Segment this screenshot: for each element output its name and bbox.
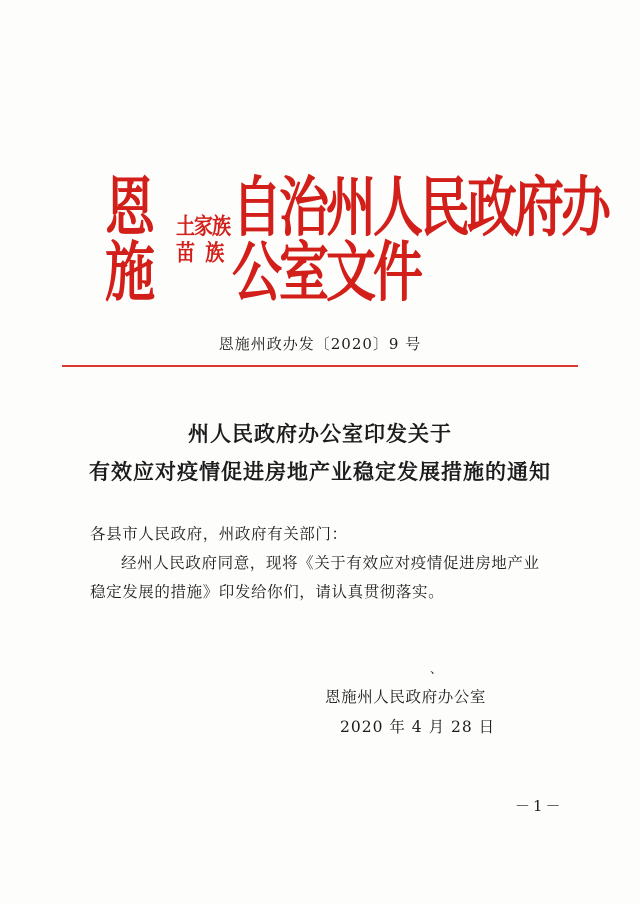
body-line-1: 经州人民政府同意，现将《关于有效应对疫情促进房地产业 [121,554,540,572]
masthead-prefix: 恩施 [105,168,152,311]
title-line-1: 州人民政府办公室印发关于 [188,421,452,446]
masthead-stack-bottom: 苗 族 [176,240,224,267]
masthead-ethnic-stack [176,214,230,267]
issue-date: 2020 年 4 月 28 日 [340,718,496,736]
red-divider-line [62,365,578,367]
masthead-stack-top: 土家族 [176,213,231,240]
masthead-suffix: 自治州人民政府办公室文件 [232,168,609,311]
issuer-signature: 恩施州人民政府办公室 [325,688,487,706]
addressee: 各县市人民政府，州政府有关部门： [90,525,348,543]
document-masthead [105,168,640,311]
stray-mark: 、 [430,662,443,676]
document-number: 恩施州政办发〔2020〕9 号 [218,335,422,353]
body-line-2: 稳定发展的措施》印发给你们，请认真贯彻落实。 [90,583,445,601]
page-number: －1－ [515,797,564,815]
title-line-2: 有效应对疫情促进房地产业稳定发展措施的通知 [89,459,551,484]
